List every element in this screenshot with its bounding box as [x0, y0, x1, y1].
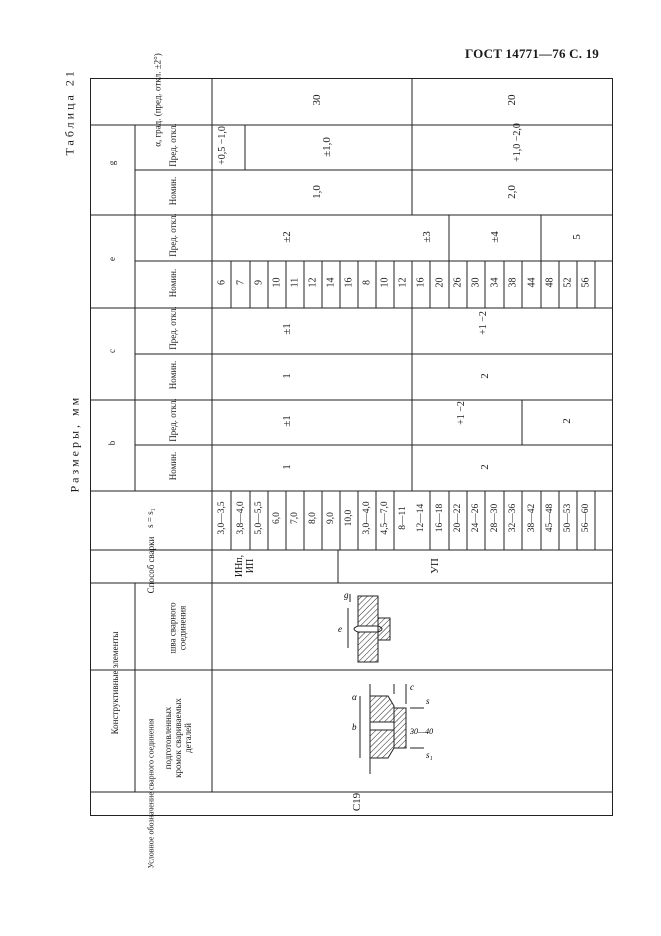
alpha-value-2: 20 [506, 94, 518, 106]
thickness-value: 6,0 [272, 512, 282, 524]
method-1: ИНп, ИП [234, 554, 256, 578]
page-header: ГОСТ 14771—76 С. 19 [465, 46, 599, 61]
edge-label-b: b [352, 722, 357, 732]
e-nom-header: Номин. [168, 268, 178, 298]
thickness-value: 56—60 [581, 503, 591, 533]
thickness-value: 32—36 [508, 503, 518, 533]
thickness-value: 28—30 [489, 503, 500, 533]
thickness-value: 3,0—4,0 [362, 501, 372, 535]
e-nom-value: 9 [253, 280, 265, 285]
g-nom-header: Номин. [168, 176, 178, 206]
thickness-value: 45—48 [545, 503, 555, 533]
e-nom-value: 20 [434, 277, 445, 288]
method-header: Способ сварки [146, 536, 156, 594]
c-nom-1: 1 [281, 373, 293, 379]
e-nom-value: 26 [452, 277, 464, 288]
g-nom-2: 2,0 [506, 185, 518, 199]
c-header: c [107, 349, 117, 353]
c-dev-2: +1 −2 [478, 311, 489, 335]
e-nom-value: 12 [307, 277, 319, 288]
thickness-value: 8—11 [398, 506, 408, 530]
e-nom-value: 8 [361, 280, 373, 285]
thickness-value: 12—14 [416, 503, 426, 533]
method-2: УП [429, 558, 441, 574]
b-dev-2b: 2 [561, 418, 573, 424]
thickness-value: 9,0 [326, 512, 336, 524]
alpha-value-1: 30 [311, 94, 323, 106]
c-dev-header: Пред. откл. [168, 306, 178, 350]
weld-section-drawing [330, 588, 420, 668]
e-header: e [107, 257, 117, 261]
thickness-value: 4,5—7,0 [380, 501, 390, 535]
thickness-value: 24—26 [471, 503, 481, 533]
weld-label-e: e [338, 624, 342, 634]
prepared-edges-header: подготовленных кромок свариваемых деталей [163, 698, 193, 778]
b-header: b [107, 440, 117, 446]
c-dev-1: ±1 [281, 323, 293, 335]
sizes-caption: Размеры, мм [67, 394, 82, 493]
e-nom-value: 52 [562, 277, 574, 288]
e-dev-4: 5 [571, 234, 583, 240]
e-nom-value: 34 [489, 277, 500, 288]
g-dev-2: +1,0 −2,0 [512, 123, 523, 162]
thickness-value: 3,0—3,5 [216, 501, 227, 535]
e-dev-3: ±4 [489, 231, 501, 243]
g-header: g [107, 160, 117, 166]
thickness-value: 16—18 [434, 503, 445, 533]
b-dev-2a: +1 −2 [456, 401, 467, 425]
c-nom-header: Номин. [168, 360, 178, 390]
table-title: Таблица 21 [62, 68, 77, 156]
b-dev-header: Пред. откл. [168, 398, 178, 442]
edge-label-c: c [410, 682, 414, 692]
thickness-value: 5,0—5,5 [254, 501, 264, 535]
edge-label-gap: 30—40 [410, 727, 434, 736]
e-nom-value: 56 [580, 277, 592, 288]
e-nom-value: 30 [470, 277, 482, 288]
alpha-header: α, град. (пред. откл. ±2°) [152, 53, 163, 147]
b-nom-header: Номин. [168, 451, 178, 481]
edge-label-s: s [426, 696, 430, 706]
thickness-value: 3,8—4,0 [235, 501, 246, 535]
edge-label-alpha: α [352, 692, 357, 702]
e-nom-value: 7 [235, 280, 246, 285]
structural-header: Конструктивные элементы [110, 631, 120, 735]
thickness-value: 7,0 [290, 512, 300, 524]
g-dev-header: Пред. откл. [168, 123, 178, 167]
b-nom-1: 1 [281, 464, 293, 470]
e-nom-value: 16 [343, 277, 355, 288]
thickness-value: 50—53 [563, 503, 573, 533]
g-dev-1a: +0,5 −1,0 [217, 126, 228, 165]
c-nom-2: 2 [479, 373, 491, 379]
e-dev-header: Пред. откл. [168, 213, 178, 257]
e-dev-2: ±3 [421, 231, 433, 243]
edge-label-s1: s₁ [426, 750, 433, 760]
g-dev-1b: ±1,0 [321, 137, 333, 157]
designation-code: С19 [351, 792, 363, 812]
e-dev-1: ±2 [281, 231, 293, 243]
e-nom-value: 38 [507, 277, 519, 288]
e-nom-value: 14 [325, 277, 337, 288]
e-nom-value: 48 [544, 277, 556, 288]
designation-header: Условное обозначение сварного соединения [146, 718, 156, 869]
thickness-header: s = s₁ [145, 508, 155, 528]
thickness-value: 8,0 [308, 512, 318, 524]
weld-header: шва сварного соединения [167, 602, 188, 654]
e-nom-value: 12 [397, 277, 409, 288]
weld-label-g: g [344, 590, 349, 600]
thickness-value: 10,0 [344, 509, 354, 527]
b-dev-1: ±1 [281, 415, 293, 427]
thickness-value: 38—42 [526, 503, 537, 533]
prepared-edges-drawing [330, 674, 450, 786]
e-nom-value: 11 [289, 277, 301, 288]
e-nom-value: 16 [415, 277, 427, 288]
e-nom-value: 44 [526, 277, 537, 288]
e-nom-value: 10 [379, 277, 391, 288]
e-nom-value: 6 [216, 280, 227, 285]
g-nom-1: 1,0 [311, 185, 323, 199]
thickness-value: 20—22 [453, 503, 463, 533]
e-nom-value: 10 [271, 277, 283, 288]
b-nom-2: 2 [479, 464, 491, 470]
